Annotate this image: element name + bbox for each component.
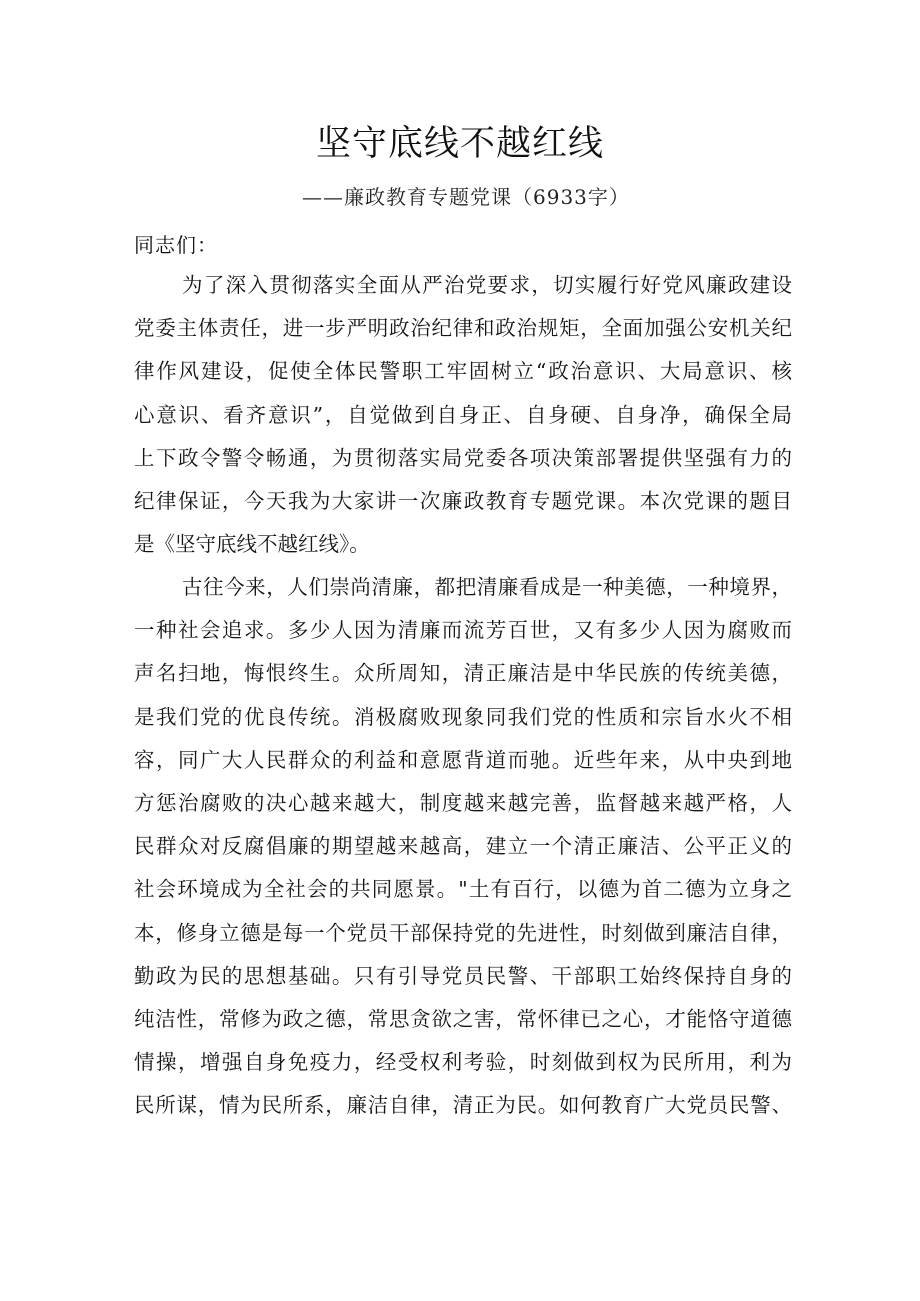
paragraph-line: 上下政令警令畅通，为贯彻落实局党委各项决策部署提供坚强有力的 xyxy=(134,445,792,470)
paragraph-line: 情操，增强自身免疫力，经受权利考验，时刻做到权为民所用，利为 xyxy=(134,1050,792,1075)
salutation: 同志们： xyxy=(134,233,218,257)
paragraph-line: 本，修身立德是每一个党员干部保持党的先进性，时刻做到廉洁自律， xyxy=(134,920,792,945)
paragraph-2 xyxy=(134,566,792,1127)
paragraph-line: 为了深入贯彻落实全面从严治党要求，切实履行好党风廉政建设 xyxy=(182,273,792,297)
paragraph-line: 是我们党的优良传统。消极腐败现象同我们党的性质和宗旨水火不相 xyxy=(134,704,792,729)
document-title: 坚守底线不越红线 xyxy=(315,124,604,164)
paragraph-line: 声名扫地，悔恨终生。众所周知，清正廉洁是中华民族的传统美德， xyxy=(134,661,792,686)
paragraph-1 xyxy=(134,264,792,566)
paragraph-line: 勤政为民的思想基础。只有引导党员民警、干部职工始终保持自身的 xyxy=(134,963,792,988)
paragraph-line: 民所谋，情为民所系，廉洁自律，清正为民。如何教育广大党员民警、 xyxy=(134,1093,792,1118)
paragraph-line: 纯洁性，常修为政之德，常思贪欲之害，常怀律已之心，才能恪守道德 xyxy=(134,1006,792,1031)
document-subtitle: ——廉政教育专题党课（6933字） xyxy=(302,185,630,209)
paragraph-line: 民群众对反腐倡廉的期望越来越高，建立一个清正廉洁、公平正义的 xyxy=(134,834,792,859)
paragraph-line: 古往今来，人们崇尚清廉，都把清廉看成是一种美德，一种境界， xyxy=(182,575,792,599)
paragraph-line: 方惩治腐败的决心越来越大，制度越来越完善，监督越来越严格，人 xyxy=(134,790,792,815)
paragraph-line: 是《坚守底线不越红线》。 xyxy=(134,532,370,557)
paragraph-line: 社会环境成为全社会的共同愿景。"土有百行，以德为首二德为立身之 xyxy=(134,877,792,902)
paragraph-line: 心意识、看齐意识”，自觉做到自身正、自身硬、自身净，确保全局 xyxy=(134,402,792,427)
paragraph-line: 容，同广大人民群众的利益和意愿背道而驰。近些年来，从中央到地 xyxy=(134,747,792,772)
paragraph-line: 一种社会追求。多少人因为清廉而流芳百世，又有多少人因为腐败而 xyxy=(134,618,792,643)
paragraph-line: 党委主体责任，进一步严明政治纪律和政治规矩，全面加强公安机关纪 xyxy=(134,316,792,341)
paragraph-line: 纪律保证，今天我为大家讲一次廉政教育专题党课。本次党课的题目 xyxy=(134,488,792,513)
paragraph-line: 律作风建设，促使全体民警职工牢固树立“政治意识、大局意识、核 xyxy=(134,359,792,384)
